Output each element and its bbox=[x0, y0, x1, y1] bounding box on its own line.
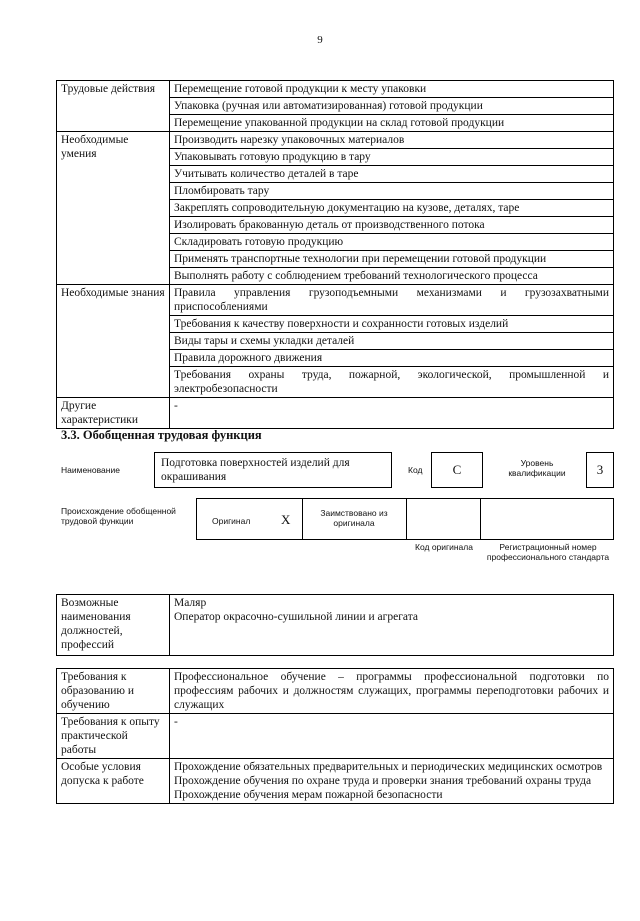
list-item: Маляр bbox=[174, 597, 207, 609]
code-value-box bbox=[431, 452, 483, 488]
list-item: Профессиональное обучение – программы профессиональной подготовки по профессиям рабочих и должностям служащих, программы переподготовки рабочих и служащих bbox=[170, 669, 614, 714]
table-row bbox=[57, 132, 614, 149]
list-item: Требования к качеству поверхности и сохранности готовых изделий bbox=[170, 316, 614, 333]
level-value-box bbox=[586, 452, 614, 488]
original-label: Оригинал bbox=[212, 516, 251, 526]
list-item: Упаковка (ручная или автоматизированная) готовой продукции bbox=[170, 98, 614, 115]
list-item: Прохождение обязательных предварительных и периодических медицинских осмотров bbox=[174, 761, 603, 773]
row-label-other: Другие характеристики bbox=[57, 398, 170, 429]
table-row bbox=[57, 669, 614, 714]
divider bbox=[302, 498, 303, 540]
list-item: Изолировать бракованную деталь от производственного потока bbox=[170, 217, 614, 234]
code-label: Код bbox=[408, 465, 423, 475]
list-item: Перемещение упакованной продукции на склад готовой продукции bbox=[170, 115, 614, 132]
list-item: Пломбировать тару bbox=[170, 183, 614, 200]
name-label: Наименование bbox=[61, 465, 120, 475]
list-item: Учитывать количество деталей в таре bbox=[170, 166, 614, 183]
list-item: Производить нарезку упаковочных материалов bbox=[170, 132, 614, 149]
table-row bbox=[57, 285, 614, 316]
reg-number-label: Регистрационный номер профессионального стандарта bbox=[486, 542, 610, 562]
list-item: Упаковывать готовую продукцию в тару bbox=[170, 149, 614, 166]
list-item: Складировать готовую продукцию bbox=[170, 234, 614, 251]
original-mark: X bbox=[281, 512, 291, 527]
name-value: Подготовка поверхностей изделий для окрашивания bbox=[161, 457, 350, 483]
divider bbox=[480, 498, 481, 540]
admission-cell bbox=[170, 759, 614, 804]
name-value-box bbox=[154, 452, 392, 488]
origin-label: Происхождение обобщенной трудовой функции bbox=[61, 506, 176, 526]
list-item: - bbox=[170, 714, 614, 759]
borrowed-label: Заимствовано из оригинала bbox=[320, 508, 388, 528]
work-functions-table bbox=[56, 80, 614, 429]
list-item: Применять транспортные технологии при перемещении готовой продукции bbox=[170, 251, 614, 268]
row-label-skills: Необходимые умения bbox=[57, 132, 170, 285]
table-row bbox=[57, 81, 614, 98]
list-item: Требования охраны труда, пожарной, экологической, промышленной и электробезопасности bbox=[170, 367, 614, 398]
list-item: Виды тары и схемы укладки деталей bbox=[170, 333, 614, 350]
requirements-table bbox=[56, 668, 614, 804]
table-row bbox=[57, 759, 614, 804]
row-label-experience: Требования к опыту практической работы bbox=[57, 714, 170, 759]
table-row bbox=[57, 595, 614, 656]
list-item: Прохождение обучения по охране труда и проверки знания требований охраны труда bbox=[174, 775, 592, 787]
list-item: Правила дорожного движения bbox=[170, 350, 614, 367]
code-value: C bbox=[452, 462, 462, 477]
table-row bbox=[57, 398, 614, 429]
row-label-education: Требования к образованию и обучению bbox=[57, 669, 170, 714]
origin-row bbox=[196, 498, 614, 540]
list-item: Оператор окрасочно-сушильной линии и агрегата bbox=[174, 611, 418, 623]
table-row bbox=[57, 714, 614, 759]
divider bbox=[406, 498, 407, 540]
page-number: 9 bbox=[317, 34, 323, 46]
row-label-positions: Возможные наименования должностей, профессий bbox=[57, 595, 170, 656]
positions-cell bbox=[170, 595, 614, 656]
level-value: 3 bbox=[596, 462, 604, 477]
list-item: Прохождение обучения мерам пожарной безопасности bbox=[174, 789, 443, 801]
list-item: - bbox=[170, 398, 614, 429]
list-item: Выполнять работу с соблюдением требований технологического процесса bbox=[170, 268, 614, 285]
level-label: Уровень квалификации bbox=[508, 458, 566, 478]
section-title: 3.3. Обобщенная трудовая функция bbox=[61, 428, 262, 442]
row-label-admission: Особые условия допуска к работе bbox=[57, 759, 170, 804]
row-label-labor-actions: Трудовые действия bbox=[57, 81, 170, 132]
code-original-label: Код оригинала bbox=[415, 542, 473, 552]
row-label-knowledge: Необходимые знания bbox=[57, 285, 170, 398]
list-item: Закреплять сопроводительную документацию на кузове, деталях, таре bbox=[170, 200, 614, 217]
positions-table bbox=[56, 594, 614, 656]
list-item: Правила управления грузоподъемными механизмами и грузозахватными приспособлениями bbox=[170, 285, 614, 316]
list-item: Перемещение готовой продукции к месту упаковки bbox=[170, 81, 614, 98]
